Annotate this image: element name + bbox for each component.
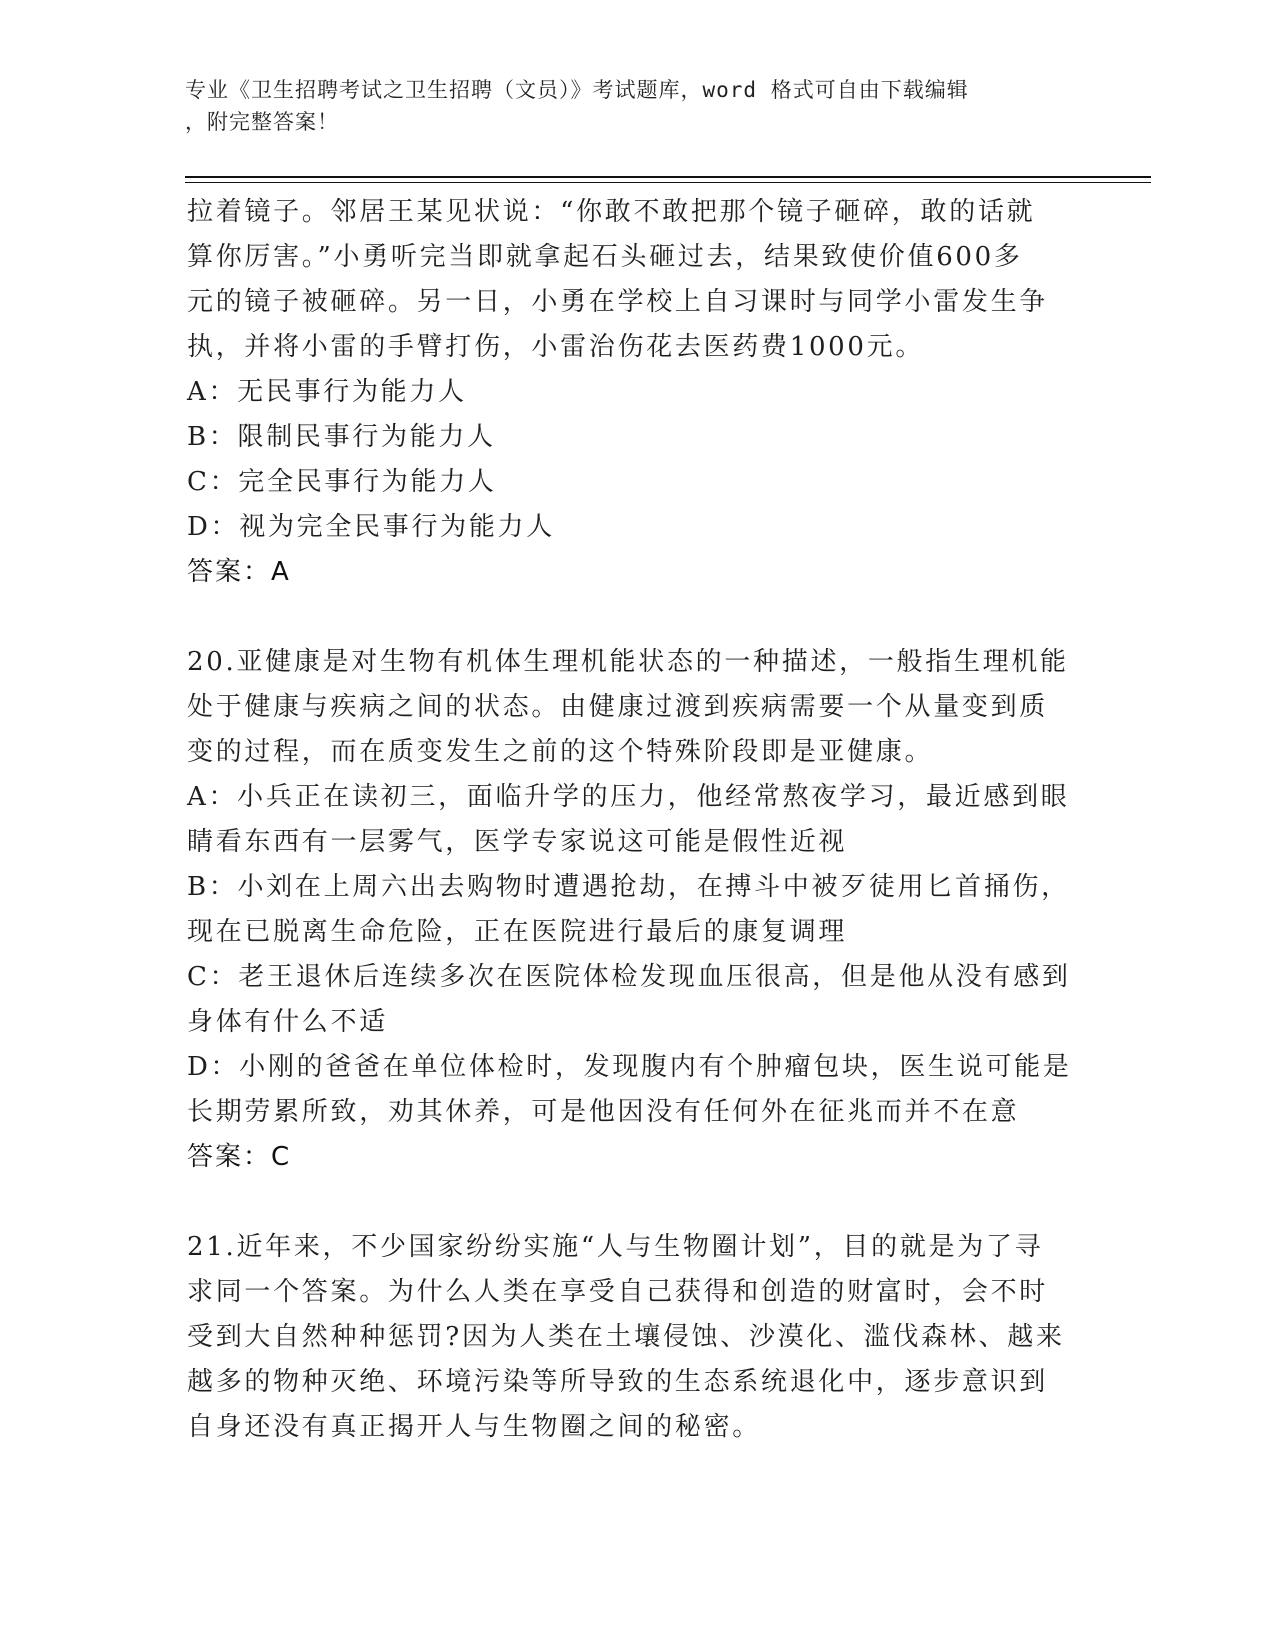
option-d: D：视为完全民事行为能力人: [187, 512, 555, 542]
question-stem-line: 自身还没有真正揭开人与生物圈之间的秘密。: [187, 1412, 762, 1442]
question-stem-line: 算你厉害。”小勇听完当即就拿起石头砸过去，结果致使价值600多: [187, 242, 1023, 272]
option-b-continued: 现在已脱离生命危险，正在医院进行最后的康复调理: [187, 917, 848, 947]
question-stem-line: 21.近年来，不少国家纷纷实施“人与生物圈计划”，目的就是为了寻: [187, 1232, 1044, 1262]
question-stem-line: 20.亚健康是对生物有机体生理机能状态的一种描述，一般指生理机能: [187, 647, 1069, 677]
question-spacer: [187, 1180, 1087, 1225]
header-rule-thin: [185, 182, 1151, 183]
header-title-line-2: ，附完整答案！: [185, 110, 339, 134]
question-stem-line: 执，并将小雷的手臂打伤，小雷治伤花去医药费1000元。: [187, 332, 925, 362]
question-stem-line: 受到大自然种种惩罚?因为人类在土壤侵蚀、沙漠化、滥伐森林、越来: [187, 1322, 1065, 1352]
option-b: B：限制民事行为能力人: [187, 422, 496, 452]
question-stem-line: 元的镜子被砸碎。另一日，小勇在学校上自习课时与同学小雷发生争: [187, 287, 1049, 317]
header-title-line-1: 专业《卫生招聘考试之卫生招聘（文员）》考试题库，word 格式可自由下载编辑: [185, 78, 969, 102]
question-stem-line: 拉着镜子。邻居王某见状说：“你敢不敢把那个镜子砸碎，敢的话就: [187, 197, 1036, 227]
question-21: [187, 1225, 1087, 1450]
question-20: [187, 640, 1087, 1180]
option-a: A：无民事行为能力人: [187, 377, 467, 407]
document-body: [187, 190, 1087, 1450]
answer-label: 答案：A: [187, 557, 291, 587]
question-stem-line: 处于健康与疾病之间的状态。由健康过渡到疾病需要一个从量变到质: [187, 692, 1049, 722]
option-c: C：完全民事行为能力人: [187, 467, 497, 497]
question-spacer: [187, 595, 1087, 640]
option-d: D：小刚的爸爸在单位体检时，发现腹内有个肿瘤包块，医生说可能是: [187, 1052, 1072, 1082]
page-header: [185, 74, 1065, 138]
option-c: C：老王退休后连续多次在医院体检发现血压很高，但是他从没有感到: [187, 962, 1071, 992]
option-d-continued: 长期劳累所致，劝其休养，可是他因没有任何外在征兆而并不在意: [187, 1097, 1020, 1127]
question-stem-line: 变的过程，而在质变发生之前的这个特殊阶段即是亚健康。: [187, 737, 934, 767]
header-rule-thick: [185, 176, 1151, 178]
question-stem-line: 越多的物种灭绝、环境污染等所导致的生态系统退化中，逐步意识到: [187, 1367, 1049, 1397]
option-a: A：小兵正在读初三，面临升学的压力，他经常熬夜学习，最近感到眼: [187, 782, 1070, 812]
option-c-continued: 身体有什么不适: [187, 1007, 388, 1037]
answer-label: 答案：C: [187, 1142, 292, 1172]
question-stem-line: 求同一个答案。为什么人类在享受自己获得和创造的财富时，会不时: [187, 1277, 1049, 1307]
option-a-continued: 睛看东西有一层雾气，医学专家说这可能是假性近视: [187, 827, 848, 857]
question-19: [187, 190, 1087, 595]
option-b: B：小刘在上周六出去购物时遭遇抢劫，在搏斗中被歹徒用匕首捅伤，: [187, 872, 1070, 902]
